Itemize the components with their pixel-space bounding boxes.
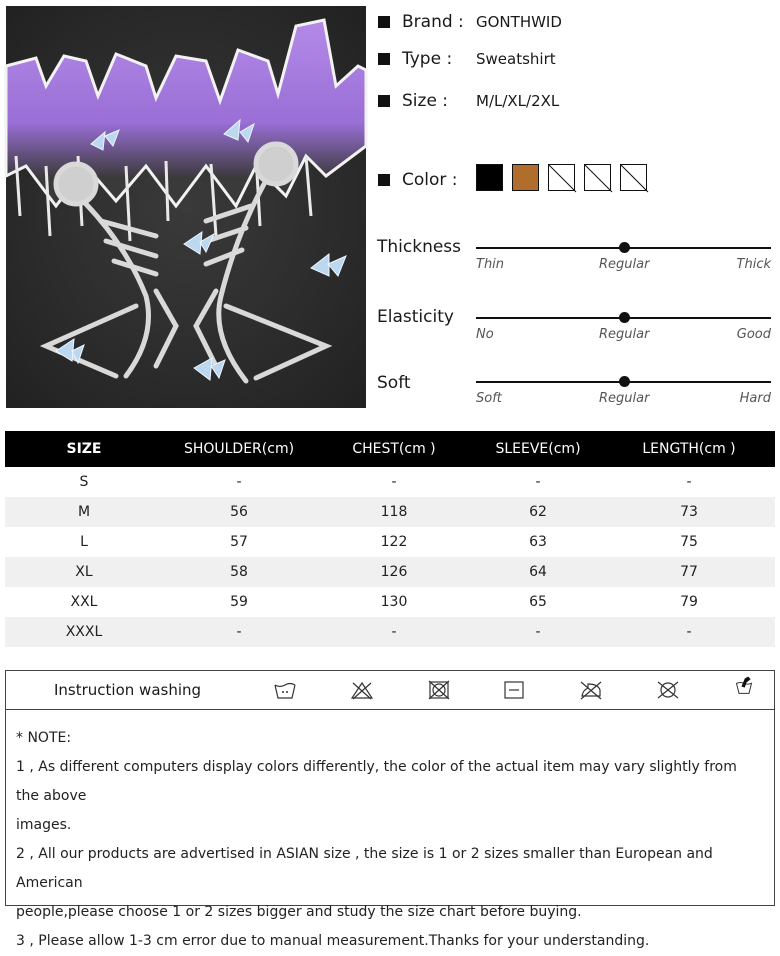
do-not-iron-icon <box>580 680 602 700</box>
table-cell: 118 <box>315 497 473 527</box>
scale-mid-label: Regular <box>599 327 650 342</box>
table-header-row <box>5 431 775 467</box>
type-value: Sweatshirt <box>476 50 556 68</box>
table-cell: 75 <box>680 534 698 550</box>
brand-value: GONTHWID <box>476 13 562 31</box>
spec-size <box>378 91 560 111</box>
notes-section <box>5 710 775 949</box>
table-cell: - <box>686 474 692 490</box>
table-cell: 130 <box>380 594 408 610</box>
table-cell: - <box>391 474 397 490</box>
color-swatch-brown[interactable] <box>512 164 539 191</box>
bullet-icon <box>378 53 390 65</box>
type-label: Type : <box>402 49 453 69</box>
column-header-size: SIZE <box>5 431 163 467</box>
scale-marker <box>619 376 630 387</box>
table-cell: 63 <box>529 534 547 550</box>
spec-type <box>378 49 556 69</box>
table-cell: 79 <box>680 594 698 610</box>
spec-brand <box>378 12 562 32</box>
scale-max-label: Hard <box>739 391 771 406</box>
thickness-label: Thickness <box>377 237 462 257</box>
scale-marker <box>619 312 630 323</box>
table-cell: L <box>80 534 88 550</box>
table-cell: XXXL <box>5 617 163 647</box>
note-3: 3 , Please allow 1-3 cm error due to manual measurement.Thanks for your understanding. <box>16 933 650 949</box>
bullet-icon <box>378 16 390 28</box>
table-cell: 64 <box>473 557 603 587</box>
table-cell: 58 <box>163 557 315 587</box>
scale-min-label: Soft <box>476 391 502 406</box>
color-label: Color : <box>402 170 458 190</box>
do-not-dry-clean-icon <box>657 680 679 700</box>
table-cell: - <box>603 617 775 647</box>
color-swatch-empty[interactable] <box>548 164 575 191</box>
table-row <box>5 467 775 497</box>
column-header-chest: CHEST(cm ) <box>315 431 473 467</box>
table-row <box>5 617 775 647</box>
scale-marker <box>619 242 630 253</box>
brand-label: Brand : <box>402 12 464 32</box>
color-swatch-black[interactable] <box>476 164 503 191</box>
product-image <box>6 6 366 408</box>
bullet-icon <box>378 95 390 107</box>
column-header-shoulder: SHOULDER(cm) <box>163 431 315 467</box>
do-not-tumble-dry-icon <box>428 680 450 700</box>
table-cell: 57 <box>230 534 248 550</box>
table-cell: - <box>236 474 242 490</box>
scale-min-label: No <box>476 327 494 342</box>
size-label: Size : <box>402 91 449 111</box>
color-swatch-empty[interactable] <box>620 164 647 191</box>
size-chart-table <box>5 431 775 647</box>
table-cell: 62 <box>473 497 603 527</box>
column-header-sleeve: SLEEVE(cm) <box>473 431 603 467</box>
table-cell: - <box>315 617 473 647</box>
note-1-line-1: 1 , As different computers display colors differently, the color of the actual item may vary slightly from the above <box>16 759 737 804</box>
table-cell: M <box>5 497 163 527</box>
washing-instructions <box>5 670 775 710</box>
note-2-line-2: people,please choose 1 or 2 sizes bigger and study the size chart before buying. <box>16 904 582 920</box>
scale-max-label: Thick <box>736 257 771 272</box>
table-row <box>5 587 775 617</box>
table-cell: XL <box>5 557 163 587</box>
scale-max-label: Good <box>736 327 771 342</box>
table-cell: - <box>535 474 541 490</box>
bullet-icon <box>378 174 390 186</box>
table-cell: 77 <box>603 557 775 587</box>
color-swatch-empty[interactable] <box>584 164 611 191</box>
soft-label: Soft <box>377 373 411 393</box>
notes-heading: * NOTE: <box>16 730 72 746</box>
elasticity-label: Elasticity <box>377 307 454 327</box>
note-1-line-2: images. <box>16 817 72 833</box>
dry-flat-icon <box>503 680 525 700</box>
spec-color <box>378 170 488 190</box>
table-cell: 56 <box>163 497 315 527</box>
washing-title: Instruction washing <box>54 681 202 699</box>
do-not-bleach-icon <box>351 680 373 700</box>
table-cell: - <box>163 617 315 647</box>
table-cell: - <box>473 617 603 647</box>
table-cell: XXL <box>70 594 98 610</box>
table-cell: 65 <box>529 594 547 610</box>
table-cell: 126 <box>315 557 473 587</box>
color-swatches <box>476 164 647 191</box>
table-row <box>5 557 775 587</box>
table-cell: S <box>79 474 89 490</box>
table-cell: 59 <box>230 594 248 610</box>
hand-wash-only-icon <box>733 675 755 695</box>
column-header-length: LENGTH(cm ) <box>603 431 775 467</box>
scale-mid-label: Regular <box>599 391 650 406</box>
table-row <box>5 527 775 557</box>
size-value: M/L/XL/2XL <box>476 92 560 110</box>
hand-wash-icon <box>274 680 296 700</box>
table-cell: 122 <box>380 534 408 550</box>
scale-mid-label: Regular <box>599 257 650 272</box>
note-2-line-1: 2 , All our products are advertised in ASIAN size , the size is 1 or 2 sizes smaller than European and American <box>16 846 713 891</box>
table-cell: 73 <box>603 497 775 527</box>
scale-min-label: Thin <box>476 257 505 272</box>
table-row <box>5 497 775 527</box>
